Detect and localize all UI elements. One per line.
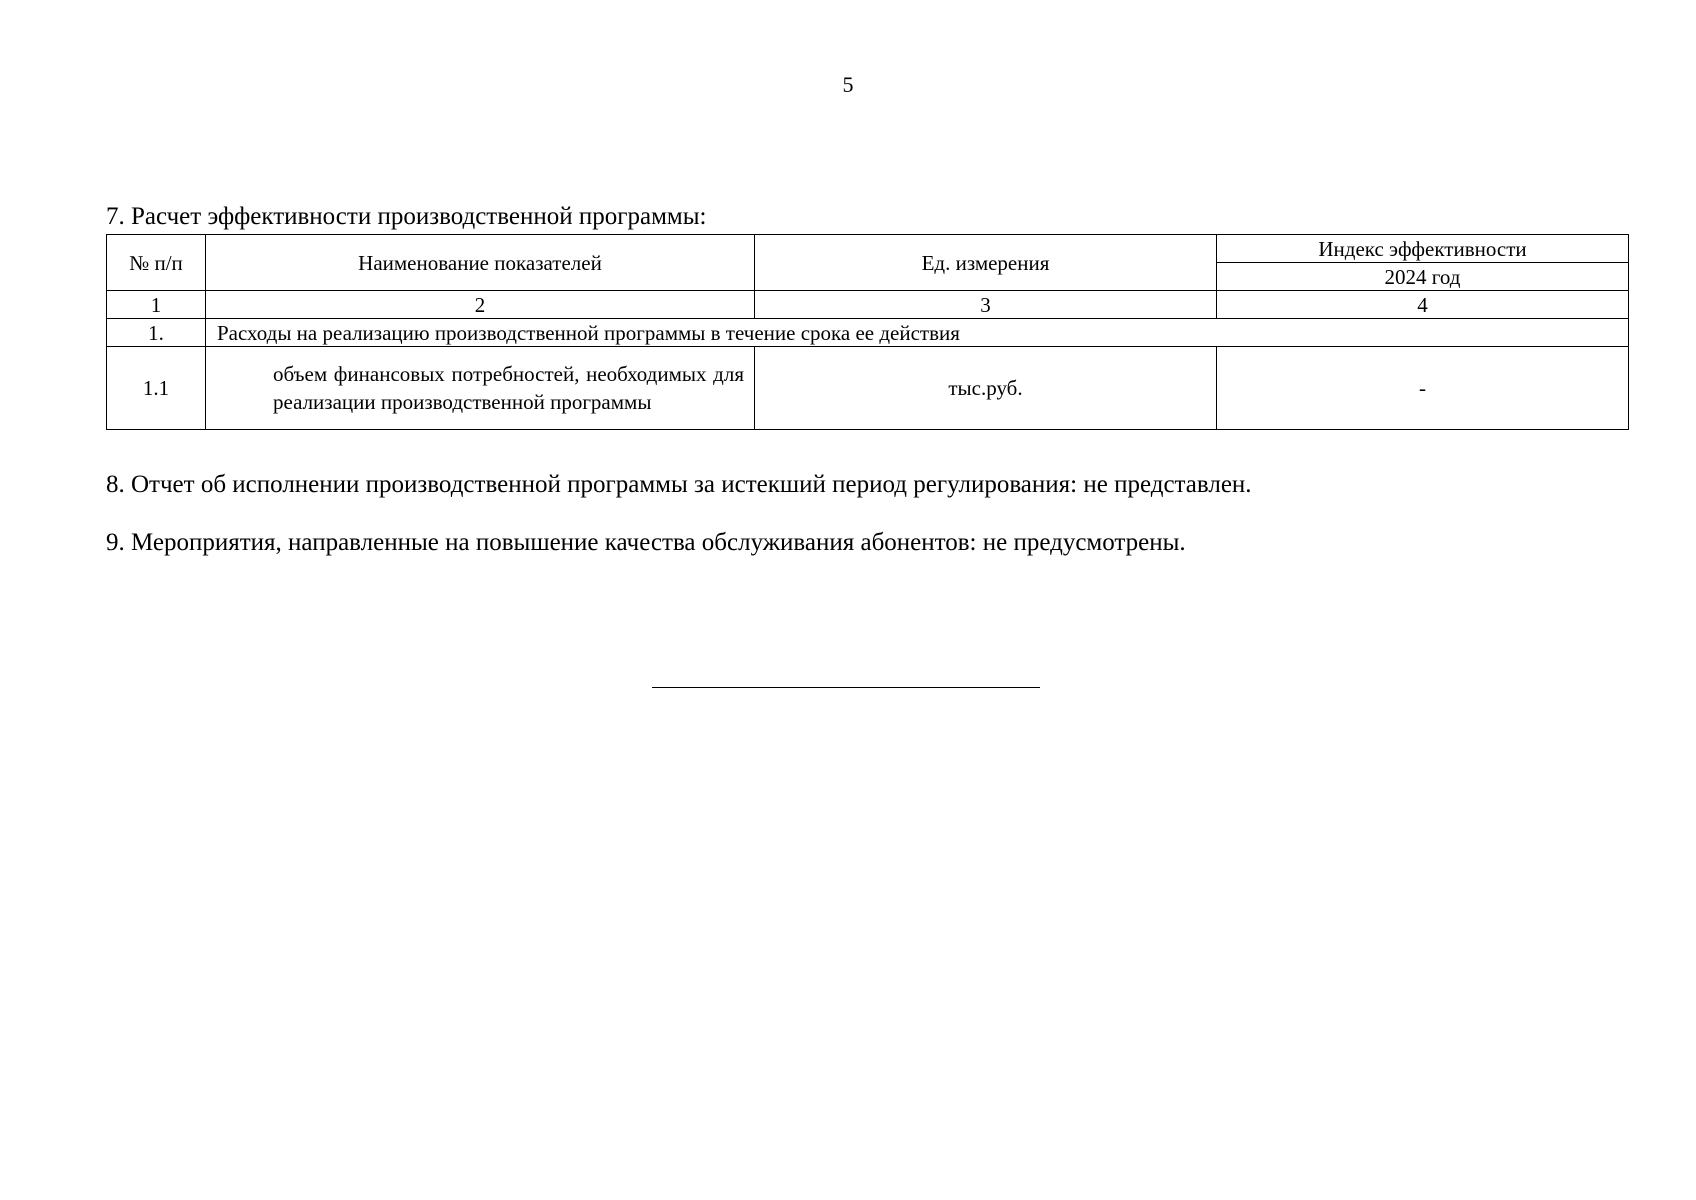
section-9-text: 9. Мероприятия, направленные на повышение качества обслуживания абонентов: не предусмотрены. (106, 529, 1186, 556)
item-row-num: 1.1 (107, 347, 206, 430)
column-number: 1 (107, 291, 206, 319)
section-row-num: 1. (107, 319, 206, 347)
item-row-name-cell (206, 347, 755, 430)
column-number: 2 (206, 291, 755, 319)
table-header-row (107, 235, 1629, 263)
table-row (107, 347, 1629, 430)
header-num: № п/п (107, 235, 206, 291)
page-number: 5 (842, 72, 854, 97)
item-row-unit: тыс.руб. (755, 347, 1217, 430)
section-8-text: 8. Отчет об исполнении производственной программы за истекший период регулирования: не представлен. (106, 471, 1252, 498)
table-section-row (107, 319, 1629, 347)
efficiency-table (106, 234, 1629, 430)
header-year: 2024 год (1217, 263, 1629, 291)
column-number: 3 (755, 291, 1217, 319)
header-unit: Ед. измерения (755, 235, 1217, 291)
item-row-name: объем финансовых потребностей, необходимых для реализации производственной программы (273, 362, 744, 414)
item-row-value: - (1217, 347, 1629, 430)
section-row-text: Расходы на реализацию производственной программы в течение срока ее действия (206, 319, 1629, 347)
closing-rule (652, 687, 1040, 688)
column-number: 4 (1217, 291, 1629, 319)
section-7-heading: 7. Расчет эффективности производственной программы: (106, 203, 707, 230)
table-column-numbers-row (107, 291, 1629, 319)
header-index: Индекс эффективности (1217, 235, 1629, 263)
header-name: Наименование показателей (206, 235, 755, 291)
